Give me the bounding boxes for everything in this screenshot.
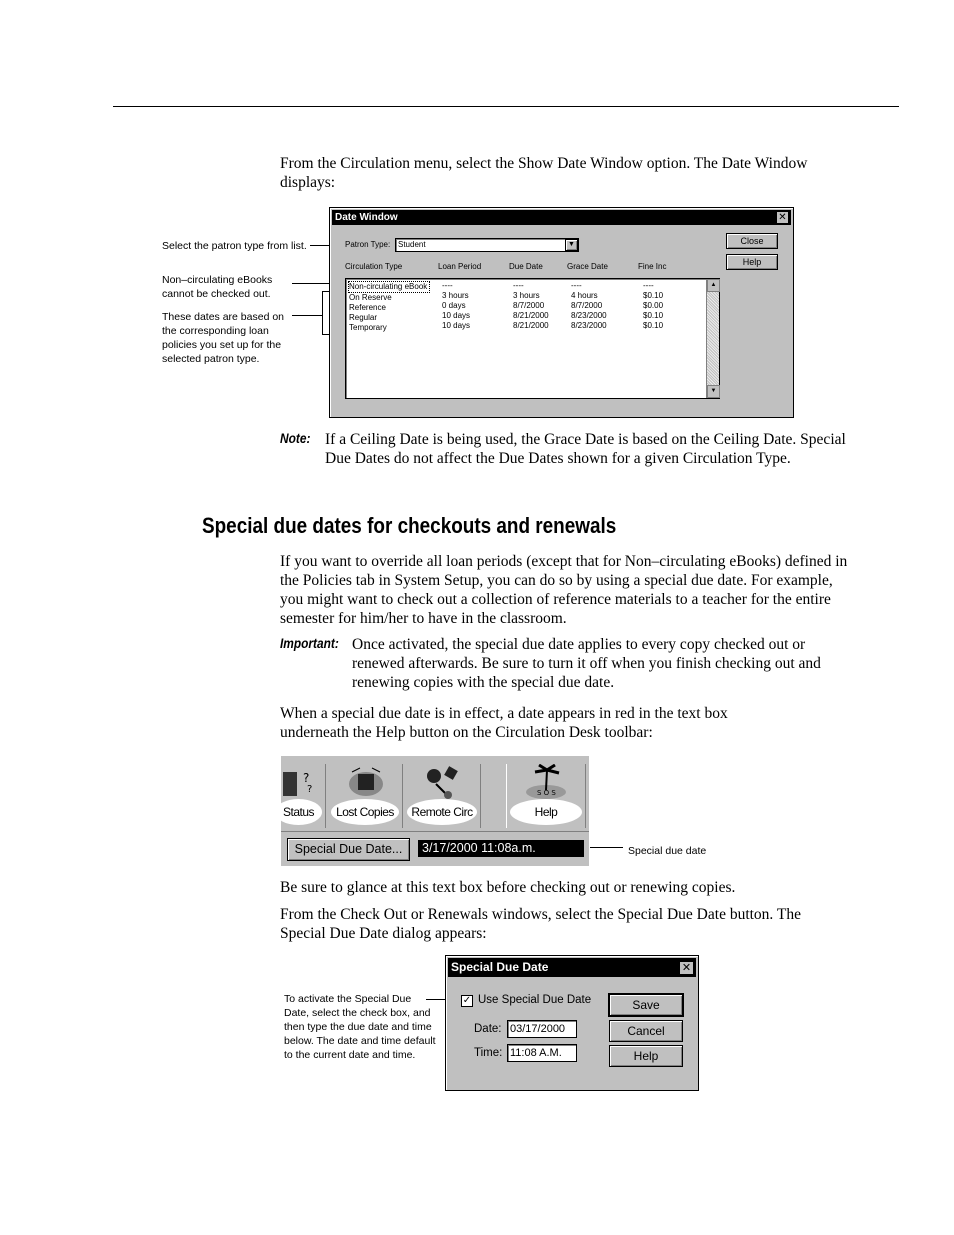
date-window-titlebar (332, 210, 791, 225)
status-button[interactable] (281, 764, 326, 828)
date-window (329, 207, 794, 418)
status-icon (283, 766, 313, 798)
dialog-titlebar (448, 958, 696, 977)
callout-leader (590, 847, 623, 848)
dialog-title: Special Due Date (451, 960, 549, 974)
table-cell: 8/7/2000 (513, 301, 545, 310)
table-cell: $0.10 (643, 321, 664, 330)
svg-text:S O S: S O S (537, 789, 556, 797)
save-button[interactable]: Save (609, 994, 683, 1016)
column-header: Grace Date (567, 262, 608, 271)
callout-noncirculating: Non–circulating eBooks cannot be checked out. (162, 274, 273, 300)
special-due-date-display: 3/17/2000 11:08a.m. (418, 840, 584, 857)
sos-island-icon (525, 764, 567, 800)
patron-type-value: Student (398, 240, 426, 249)
status-label: Status (281, 799, 322, 825)
scroll-down-icon[interactable]: ▼ (707, 385, 720, 398)
paragraph: When a special due date is in effect, a date appears in red in the text box underneath the Help button on the Circulation Desk toolbar: (280, 705, 728, 741)
date-input[interactable]: 03/17/2000 (507, 1020, 577, 1038)
close-icon[interactable]: ✕ (679, 961, 694, 975)
table-cell: 8/23/2000 (571, 311, 607, 320)
table-cell: 10 days (442, 311, 471, 320)
close-icon[interactable]: ✕ (776, 211, 789, 224)
paragraph: Be sure to glance at this text box before checking out or renewing copies. (280, 879, 736, 896)
table-cell: 3 hours (442, 291, 469, 300)
remote-circ-label: Remote Circ (407, 799, 477, 825)
chevron-down-icon[interactable]: ▼ (565, 239, 578, 251)
note-label: Note: (280, 430, 311, 446)
column-header: Fine Inc (638, 262, 667, 271)
section-heading: Special due dates for checkouts and renewals (202, 513, 617, 538)
callout-bracket (322, 291, 323, 334)
callout-special-due-date: Special due date (628, 845, 707, 857)
help-label: Help (510, 799, 582, 825)
svg-text:?: ? (307, 784, 313, 795)
table-cell: Temporary (349, 323, 387, 332)
help-button[interactable]: Help (609, 1045, 683, 1067)
table-cell: $0.10 (643, 311, 664, 320)
list-column (349, 281, 430, 333)
scroll-up-icon[interactable]: ▲ (707, 279, 720, 292)
note-body: If a Ceiling Date is being used, the Grace Date is based on the Ceiling Date. Special Due Dates do not affect the Due Dates shown for a given Circulation Type. (325, 431, 846, 467)
cancel-button[interactable]: Cancel (609, 1020, 683, 1042)
table-cell: 3 hours (513, 291, 540, 300)
lost-copies-label: Lost Copies (331, 799, 399, 825)
table-cell: 8/7/2000 (571, 301, 603, 310)
callout-patron-type: Select the patron type from list. (162, 240, 307, 252)
help-button[interactable] (506, 764, 586, 828)
patron-type-select[interactable] (395, 238, 579, 252)
column-header: Circulation Type (345, 262, 403, 271)
table-cell: Reference (349, 303, 386, 312)
checkbox-label: Use Special Due Date (478, 994, 592, 1006)
table-cell: ---- (442, 281, 453, 290)
paragraph: If you want to override all loan periods (except that for Non–circulating eBooks) defined in the Policies tab in System Setup, you can do so by using a special due date. For example, you might want to check out a collection of reference materials to a teacher for the entire semester for him/her to have in the classroom. (280, 553, 848, 627)
important-text: Once activated, the special due date applies to every copy checked out or renewed afterwards. Be sure to turn it off when you finish checking out and renewing copies with the special due date. (352, 636, 821, 691)
table-cell[interactable]: Non-circulating eBook (348, 281, 430, 293)
time-input[interactable]: 11:08 A.M. (507, 1044, 577, 1062)
table-cell: $0.00 (643, 301, 664, 310)
toolbar-divider (281, 831, 589, 832)
table-cell: 8/21/2000 (513, 311, 549, 320)
note-text (322, 430, 855, 468)
circulation-list[interactable] (345, 278, 720, 399)
remote-circ-button[interactable] (404, 764, 481, 828)
callout-dates: These dates are based on the corresponding loan policies you set up for the selected patron type. (162, 311, 285, 365)
important-label: Important: (280, 635, 339, 651)
table-cell: $0.10 (643, 291, 664, 300)
intro-paragraph: From the Circulation menu, select the Show Date Window option. The Date Window displays: (280, 155, 808, 191)
svg-text:?: ? (303, 771, 310, 785)
table-cell: Regular (349, 313, 378, 322)
lost-copies-icon (346, 766, 386, 800)
callout-leader (292, 315, 322, 316)
lost-copies-button[interactable] (328, 764, 403, 828)
date-label: Date: (474, 1023, 502, 1035)
scrollbar[interactable] (706, 279, 719, 398)
patron-type-label: Patron Type: (345, 240, 391, 249)
window-title: Date Window (335, 212, 398, 223)
table-cell: On Reserve (349, 293, 392, 302)
help-button[interactable]: Help (726, 254, 778, 270)
paragraph: From the Check Out or Renewals windows, select the Special Due Date button. The Special Due Date dialog appears: (280, 906, 801, 942)
column-header: Due Date (509, 262, 543, 271)
table-cell: 4 hours (571, 291, 598, 300)
table-cell: 0 days (442, 301, 466, 310)
circulation-toolbar (281, 756, 589, 866)
callout-activate: To activate the Special Due Date, select the check box, and then type the due date and time below. The date and time default to the current date and time. (284, 993, 436, 1061)
list-column (571, 281, 607, 331)
remote-circ-icon (422, 764, 462, 800)
table-cell: 8/21/2000 (513, 321, 549, 330)
table-cell: ---- (513, 281, 524, 290)
table-cell: 10 days (442, 321, 471, 330)
table-cell: ---- (571, 281, 582, 290)
list-column (643, 281, 663, 331)
list-column (513, 281, 549, 331)
special-due-date-dialog (445, 955, 699, 1091)
table-cell: 8/23/2000 (571, 321, 607, 330)
special-due-date-button[interactable]: Special Due Date... (287, 838, 410, 861)
list-column (442, 281, 470, 331)
table-cell: ---- (643, 281, 654, 290)
column-header: Loan Period (438, 262, 482, 271)
time-label: Time: (474, 1047, 503, 1059)
header-rule (113, 106, 899, 107)
close-button[interactable]: Close (726, 233, 778, 249)
use-special-due-date-checkbox[interactable]: ✓ (462, 995, 472, 1006)
